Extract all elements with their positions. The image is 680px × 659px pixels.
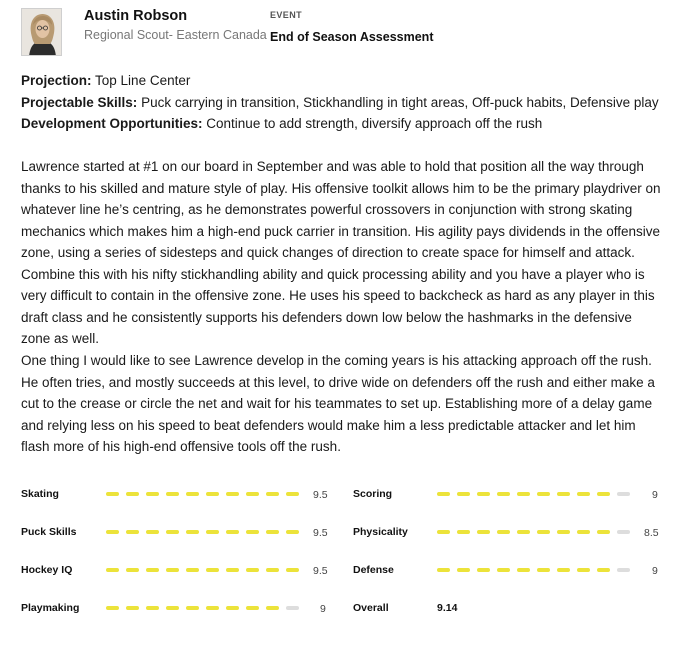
rating-segment-empty xyxy=(286,606,299,610)
rating-segment-filled xyxy=(146,568,159,572)
rating-label-hockey-iq: Hockey IQ xyxy=(21,564,73,576)
rating-segment-filled xyxy=(597,568,610,572)
projectable-skills-line xyxy=(21,92,661,114)
rating-label-scoring: Scoring xyxy=(353,488,393,500)
projection-line xyxy=(21,70,661,92)
rating-segment-filled xyxy=(226,568,239,572)
rating-segment-filled xyxy=(246,606,259,610)
rating-segment-filled xyxy=(166,606,179,610)
rating-segment-filled xyxy=(557,492,570,496)
rating-segment-filled xyxy=(126,492,139,496)
rating-segment-filled xyxy=(106,606,119,610)
rating-label-physicality: Physicality xyxy=(353,526,408,538)
rating-segment-filled xyxy=(166,568,179,572)
rating-segment-filled xyxy=(106,530,119,534)
rating-segment-filled xyxy=(477,492,490,496)
rating-value-defense: 9 xyxy=(652,565,658,577)
rating-segment-filled xyxy=(497,530,510,534)
rating-segment-filled xyxy=(457,492,470,496)
rating-segment-filled xyxy=(286,568,299,572)
rating-segment-empty xyxy=(617,530,630,534)
rating-segment-filled xyxy=(186,568,199,572)
rating-segment-filled xyxy=(517,492,530,496)
summary-block xyxy=(21,70,661,135)
rating-segment-filled xyxy=(106,568,119,572)
rating-segment-filled xyxy=(437,530,450,534)
rating-segment-filled xyxy=(206,568,219,572)
rating-segment-filled xyxy=(497,568,510,572)
rating-segment-filled xyxy=(266,492,279,496)
projectable-skills-label: Projectable Skills: xyxy=(21,94,138,110)
rating-segment-filled xyxy=(577,492,590,496)
rating-segment-filled xyxy=(246,492,259,496)
rating-value-playmaking: 9 xyxy=(320,603,326,615)
projection-label: Projection: xyxy=(21,73,92,88)
rating-value-scoring: 9 xyxy=(652,489,658,501)
rating-segment-filled xyxy=(146,530,159,534)
rating-segment-filled xyxy=(577,530,590,534)
rating-segment-filled xyxy=(186,606,199,610)
rating-segment-filled xyxy=(286,530,299,534)
rating-segment-filled xyxy=(597,492,610,496)
rating-segment-filled xyxy=(437,492,450,496)
rating-segment-filled xyxy=(226,492,239,496)
rating-segment-filled xyxy=(206,530,219,534)
rating-segment-filled xyxy=(206,492,219,496)
scout-role: Regional Scout- Eastern Canada xyxy=(84,28,267,42)
rating-segment-filled xyxy=(266,606,279,610)
rating-segment-filled xyxy=(457,530,470,534)
rating-segment-filled xyxy=(186,530,199,534)
rating-segment-filled xyxy=(477,530,490,534)
scout-avatar xyxy=(21,8,62,56)
report-header xyxy=(0,0,680,62)
rating-segment-filled xyxy=(126,568,139,572)
projection-value: Top Line Center xyxy=(95,73,191,88)
rating-segment-filled xyxy=(266,568,279,572)
rating-segment-filled xyxy=(537,492,550,496)
rating-segment-empty xyxy=(617,568,630,572)
rating-value-puck-skills: 9.5 xyxy=(313,527,328,539)
rating-segment-filled xyxy=(206,606,219,610)
rating-segment-filled xyxy=(126,606,139,610)
overall-label: Overall xyxy=(353,602,389,614)
rating-segment-filled xyxy=(477,568,490,572)
rating-segment-filled xyxy=(106,492,119,496)
rating-segment-filled xyxy=(537,568,550,572)
rating-segment-filled xyxy=(457,568,470,572)
event-title: End of Season Assessment xyxy=(270,30,434,44)
rating-segment-filled xyxy=(246,568,259,572)
rating-segment-filled xyxy=(266,530,279,534)
rating-segment-filled xyxy=(246,530,259,534)
rating-segment-filled xyxy=(226,530,239,534)
rating-segment-filled xyxy=(557,530,570,534)
rating-segment-filled xyxy=(146,492,159,496)
rating-value-hockey-iq: 9.5 xyxy=(313,565,328,577)
rating-segment-filled xyxy=(437,568,450,572)
rating-segment-empty xyxy=(617,492,630,496)
rating-segment-filled xyxy=(286,492,299,496)
rating-segment-filled xyxy=(166,492,179,496)
rating-label-skating: Skating xyxy=(21,488,59,500)
rating-label-defense: Defense xyxy=(353,564,394,576)
rating-segment-filled xyxy=(537,530,550,534)
rating-segment-filled xyxy=(597,530,610,534)
scout-name: Austin Robson xyxy=(84,8,188,24)
development-value: Continue to add strength, diversify approach off the rush xyxy=(206,116,543,131)
rating-segment-filled xyxy=(517,530,530,534)
rating-segment-filled xyxy=(557,568,570,572)
rating-segment-filled xyxy=(126,530,139,534)
rating-segment-filled xyxy=(186,492,199,496)
rating-segment-filled xyxy=(146,606,159,610)
assessment-paragraph: Lawrence started at #1 on our board in September and was able to hold that position all the way through thanks to his skilled and mature style of play. His offensive toolkit allows him to be the primary playdriver on whatever line he’s centring, as he demonstrates powerful crossovers in conjunction with strong skating mechanics which makes him a high-end puck carrier in transition. His agility pays dividends in the offensive zone, using a series of sidesteps and quick changes of direction to create space for himself and attack. Combine this with his nifty stickhandling ability and quick processing ability and you have a player who is very difficult to contain in the offensive zone. He uses his speed to backcheck as hard as any player in this draft class and he consistently supports his defenders down low below the hashmarks in the defensive zone as well. xyxy=(21,159,661,346)
rating-value-skating: 9.5 xyxy=(313,489,328,501)
rating-segment-filled xyxy=(226,606,239,610)
development-line xyxy=(21,113,661,135)
rating-segment-filled xyxy=(497,492,510,496)
rating-label-playmaking: Playmaking xyxy=(21,602,80,614)
rating-segment-filled xyxy=(517,568,530,572)
rating-segment-filled xyxy=(577,568,590,572)
overall-value: 9.14 xyxy=(437,602,458,614)
scout-photo xyxy=(22,9,62,56)
projectable-skills-value: Puck carrying in transition, Stickhandling in tight areas, Off-puck habits, Defensive play xyxy=(141,94,659,110)
rating-value-physicality: 8.5 xyxy=(644,527,659,539)
event-label: EVENT xyxy=(270,10,303,20)
assessment-paragraph: One thing I would like to see Lawrence develop in the coming years is his attacking approach off the rush. He often tries, and mostly succeeds at this level, to drive wide on defenders off the rush and either make a cut to the crease or circle the net and wait for his teammates to set up. Establishing more of a delay game and relying less on his speed to beat defenders would make him a less predictable attacker and let him flash more of his high-end offensive tools off the rush. xyxy=(21,353,655,454)
development-label: Development Opportunities: xyxy=(21,116,203,131)
rating-segment-filled xyxy=(166,530,179,534)
rating-label-puck-skills: Puck Skills xyxy=(21,526,77,538)
